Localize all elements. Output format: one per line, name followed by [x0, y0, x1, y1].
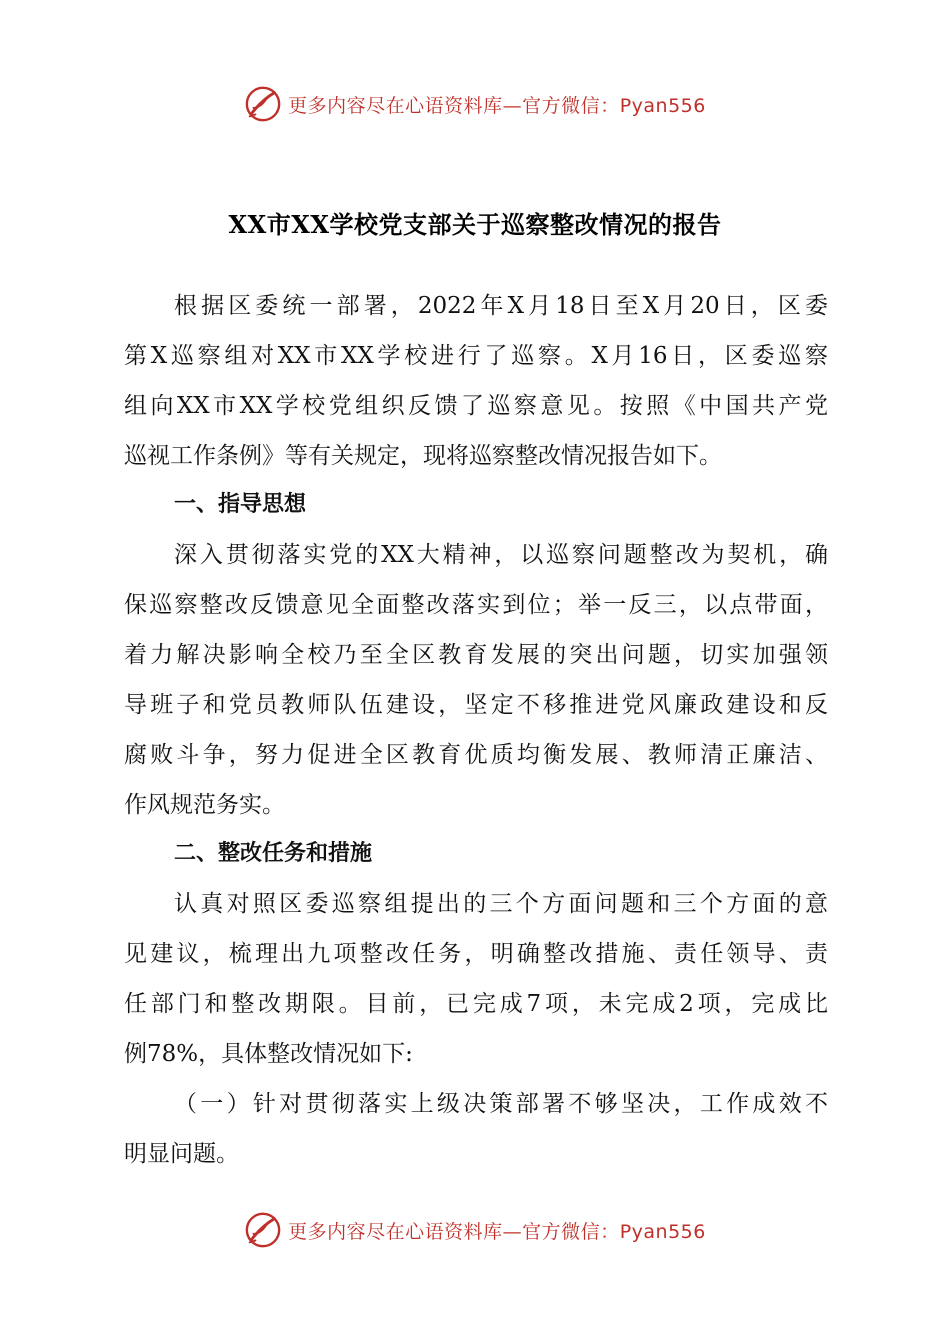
- watermark-separator: —: [502, 1220, 523, 1243]
- body-line: 保巡察整改反馈意见全面整改落实到位；举一反三，以点带面，: [124, 592, 828, 618]
- body-line: 组向XX市XX学校党组织反馈了巡察意见。按照《中国共产党: [124, 393, 828, 419]
- watermark-text: [288, 91, 706, 118]
- body-line: 根据区委统一部署，2022年X月18日至X月20日，区委: [174, 293, 828, 319]
- body-line: 认真对照区委巡察组提出的三个方面问题和三个方面的意: [174, 891, 828, 917]
- watermark-separator: —: [502, 94, 523, 117]
- body-line: 着力解决影响全校乃至全区教育发展的突出问题，切实加强领: [124, 642, 828, 668]
- body-line: 任部门和整改期限。目前，已完成7项，未完成2项，完成比: [124, 991, 828, 1017]
- body-line: 巡视工作条例》等有关规定，现将巡察整改情况报告如下。: [124, 443, 722, 469]
- watermark-wechat-id: Pyan556: [619, 94, 706, 117]
- header-watermark-banner: [0, 82, 950, 126]
- body-line: 作风规范务实。: [124, 792, 285, 818]
- body-line: 导班子和党员教师队伍建设，坚定不移推进党风廉政建设和反: [124, 692, 828, 718]
- body-line: 明显问题。: [124, 1141, 239, 1167]
- body-line: 腐败斗争，努力促进全区教育优质均衡发展、教师清正廉洁、: [124, 742, 828, 768]
- pen-logo-icon: [244, 1211, 282, 1249]
- body-line: 例78%，具体整改情况如下:: [124, 1041, 413, 1067]
- footer-watermark-banner: [0, 1208, 950, 1252]
- body-line: 深入贯彻落实党的XX大精神，以巡察问题整改为契机，确: [174, 542, 828, 568]
- watermark-main-text: 更多内容尽在心语资料库: [288, 1220, 503, 1243]
- watermark-wechat-id: Pyan556: [619, 1220, 706, 1243]
- watermark-wechat-label: 官方微信：: [522, 94, 620, 117]
- body-line: 见建议，梳理出九项整改任务，明确整改措施、责任领导、责: [124, 941, 828, 967]
- body-line: 第X巡察组对XX市XX学校进行了巡察。X月16日，区委巡察: [124, 343, 828, 369]
- section-heading-1: 一、指导思想: [174, 492, 307, 517]
- pen-logo-icon: [244, 85, 282, 123]
- watermark-main-text: 更多内容尽在心语资料库: [288, 94, 503, 117]
- watermark-text: [288, 1217, 706, 1244]
- document-title: XX市XX学校党支部关于巡察整改情况的报告: [228, 210, 722, 239]
- body-line: （一）针对贯彻落实上级决策部署不够坚决，工作成效不: [174, 1091, 828, 1117]
- watermark-wechat-label: 官方微信：: [522, 1220, 620, 1243]
- section-heading-2: 二、整改任务和措施: [174, 841, 373, 866]
